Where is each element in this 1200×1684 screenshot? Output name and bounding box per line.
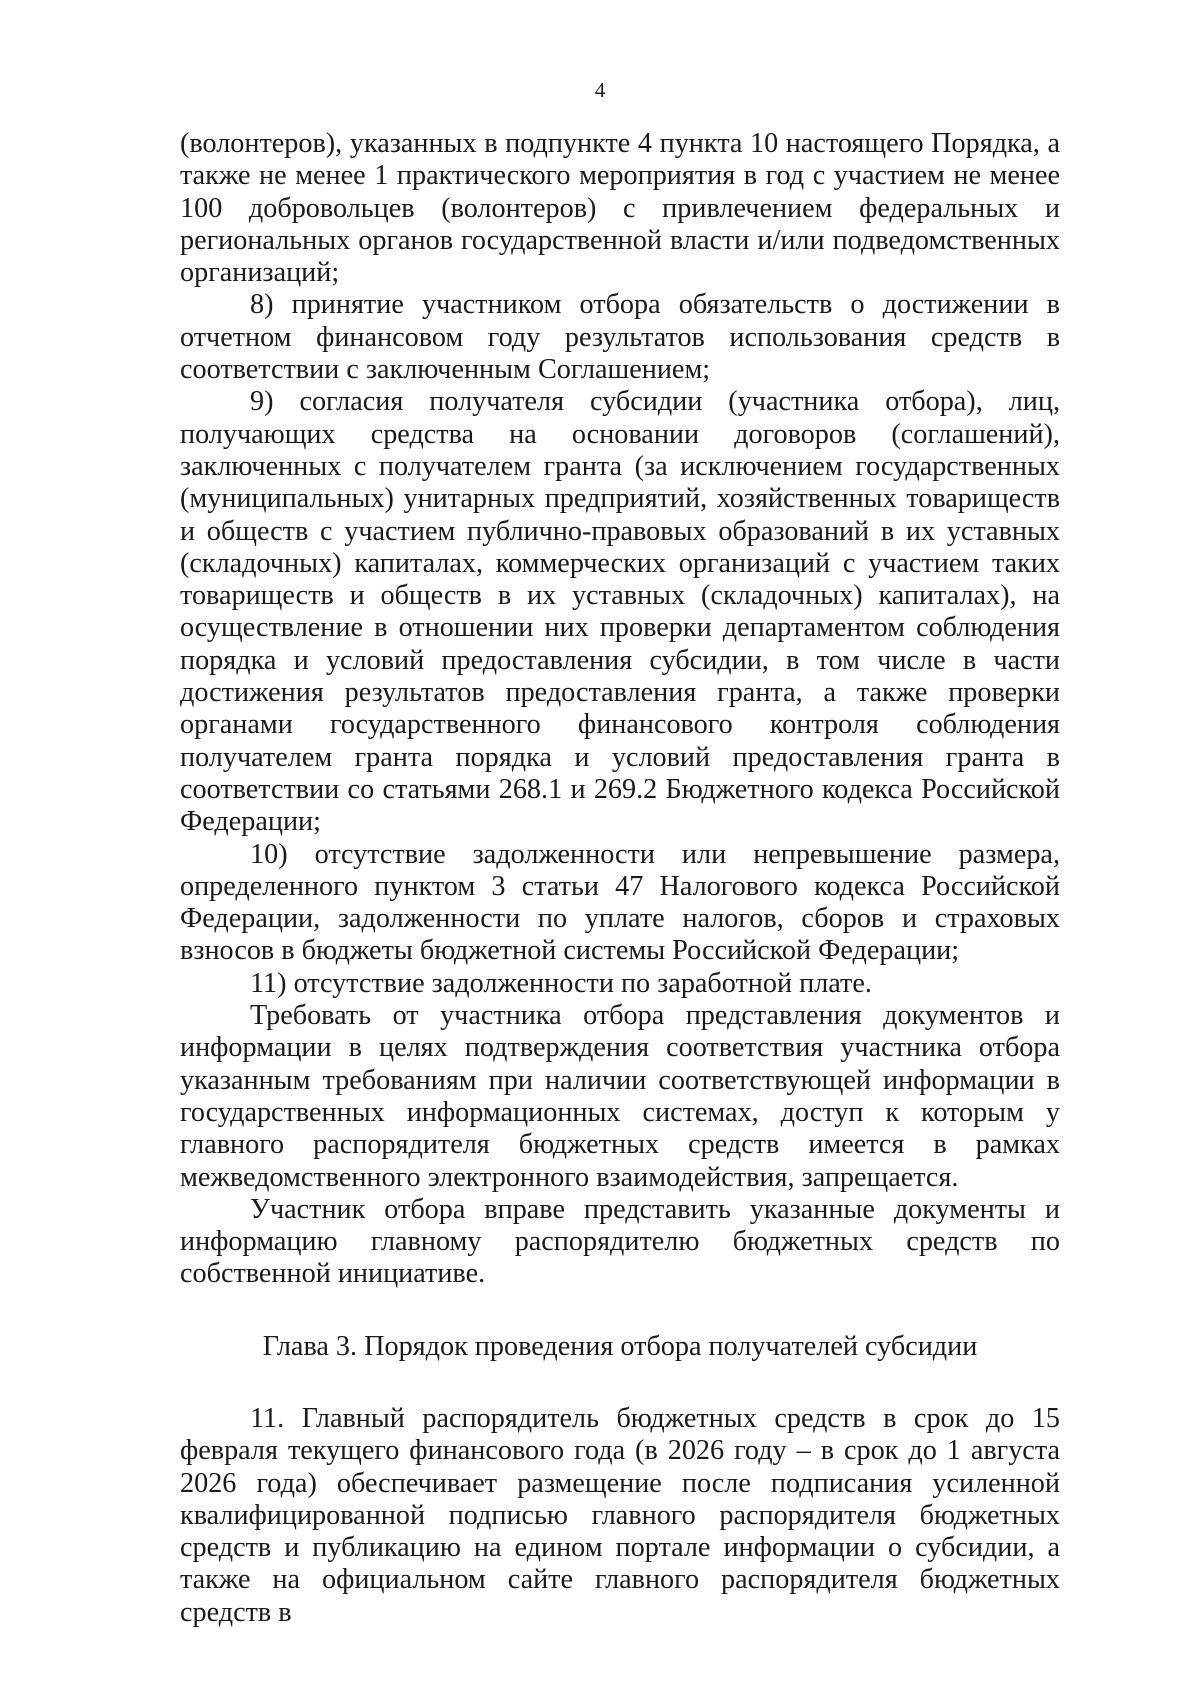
paragraph-continuation: (волонтеров), указанных в подпункте 4 пункта 10 настоящего Порядка, а также не менее 1 практического мероприятия в год с участием не менее 100 добровольцев (волонтеров) с привлечением федеральных и региональных органов государственной власти и/или подведомственных организаций; xyxy=(180,128,1060,289)
chapter-heading: Глава 3. Порядок проведения отбора получателей субсидии xyxy=(262,1330,978,1362)
document-body xyxy=(180,128,1060,1629)
paragraph-item-9: 9) согласия получателя субсидии (участника отбора), лиц, получающих средства на основании договоров (соглашений), заключенных с получателем гранта (за исключением государственных (муниципальных) унитарных предприятий, хозяйственных товариществ и обществ с участием публично-правовых образований в их уставных (складочных) капиталах, коммерческих организаций с участием таких товариществ и обществ в их уставных (складочных) капиталах), на осуществление в отношении них проверки департаментом соблюдения порядка и условий предоставления субсидии, в том числе в части достижения результатов предоставления гранта, а также проверки органами государственного финансового контроля соблюдения получателем гранта порядка и условий предоставления гранта в соответствии со статьями 268.1 и 269.2 Бюджетного кодекса Российской Федерации; xyxy=(180,386,1060,838)
paragraph-item-10: 10) отсутствие задолженности или непревышение размера, определенного пунктом 3 статьи 47 Налогового кодекса Российской Федерации, задолженности по уплате налогов, сборов и страховых взносов в бюджеты бюджетной системы Российской Федерации; xyxy=(180,838,1060,967)
page-number: 4 xyxy=(594,78,606,102)
paragraph-section-11: 11. Главный распорядитель бюджетных средств в срок до 15 февраля текущего финансового года (в 2026 году – в срок до 1 августа 2026 года) обеспечивает размещение после подписания усиленной квалифицированной подписью главного распорядителя бюджетных средств и публикацию на едином портале информации о субсидии, а также на официальном сайте главного распорядителя бюджетных средств в xyxy=(180,1402,1060,1628)
paragraph-prohibition: Требовать от участника отбора представления документов и информации в целях подтверждения соответствия участника отбора указанным требованиям при наличии соответствующей информации в государственных информационных системах, доступ к которым у главного распорядителя бюджетных средств имеется в рамках межведомственного электронного взаимодействия, запрещается. xyxy=(180,1000,1060,1193)
paragraph-own-initiative: Участник отбора вправе представить указанные документы и информацию главному распорядителю бюджетных средств по собственной инициативе. xyxy=(180,1193,1060,1290)
paragraph-item-11: 11) отсутствие задолженности по заработной плате. xyxy=(250,967,872,999)
paragraph-item-8: 8) принятие участником отбора обязательств о достижении в отчетном финансовом году результатов использования средств в соответствии с заключенным Соглашением; xyxy=(180,289,1060,386)
